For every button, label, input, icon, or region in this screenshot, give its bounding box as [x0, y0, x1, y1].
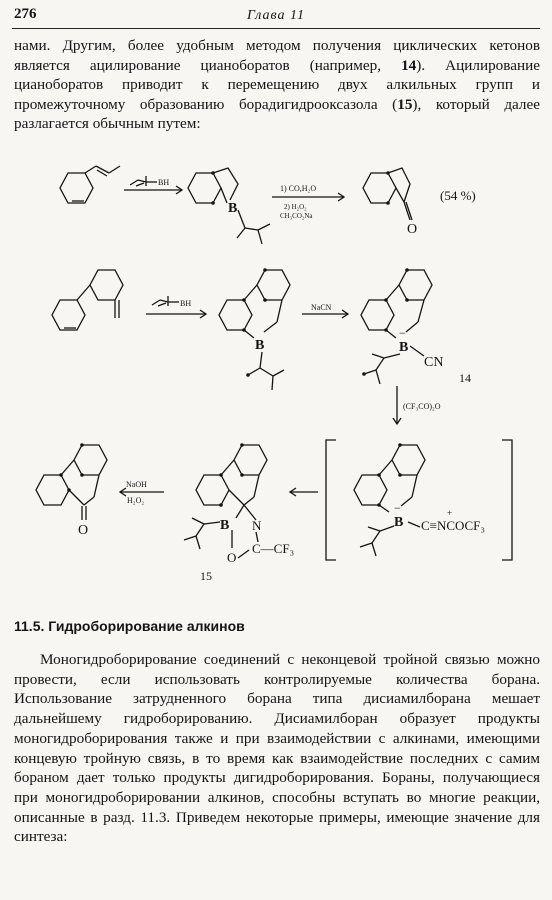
hexahydroindanone-structure — [363, 168, 412, 220]
nitrilium-intermediate-structure — [354, 445, 425, 556]
running-head: Глава 11 — [247, 8, 305, 23]
yield-label: (54 %) — [440, 188, 476, 203]
carbonylation-reagent-3: CH₃CO₂Na — [280, 212, 313, 220]
acylation-arrow — [393, 386, 401, 424]
reaction-scheme — [0, 150, 552, 600]
page-number: 276 — [14, 6, 37, 22]
boron-atom-label-4: B — [394, 515, 404, 530]
ketone-oxygen-label-2: O — [78, 523, 89, 538]
compound-number-14: 14 — [459, 371, 471, 385]
stereo-dots — [59, 171, 409, 507]
oxazaborole-oxygen-label: O — [227, 550, 237, 565]
thexylborane-reagent-2 — [146, 296, 206, 318]
thexylborane-label-1: BH — [158, 178, 170, 187]
hydrolysis-arrow — [120, 488, 164, 496]
thexylborane-reagent-1 — [124, 176, 182, 194]
borate-charge-intermediate: − — [394, 501, 401, 515]
intro-paragraph — [14, 36, 540, 134]
boron-atom-label-5: B — [220, 518, 230, 533]
naoh-reagent: NaOH — [126, 480, 147, 489]
ketone-oxygen-label-1: O — [407, 222, 418, 237]
boron-atom-label-3: B — [399, 340, 409, 355]
bracket-right — [502, 440, 512, 560]
oxazaborole-cf3-label: C—CF₃ — [252, 541, 295, 556]
compound-number-15: 15 — [200, 569, 212, 583]
carbonylation-arrow — [272, 193, 344, 201]
perhydroboraphenanthrene-structure — [219, 270, 290, 390]
boron-atom-label-1: B — [228, 201, 238, 216]
cyanide-label: CN — [424, 355, 444, 370]
compound-ref-14: 14 — [401, 56, 417, 74]
compound-ref-15: 15 — [397, 95, 413, 113]
intro-text-c: ), который далее разлагается обычным путем: — [14, 95, 540, 133]
body-paragraph: Моногидроборирование соединений с неконцевой тройной связью можно провести, если использовать контролируемые количества борана. Использование затрудненного борана типа дисиамилборана мешает дальнейшему гидроборированию. Дисиамилборан образует продукты моногидроборирования также и при взаимодействии с алкинами, имеющими концевую тройную связь, в то время как взаимодействие последних с самим бораном дает только продукты дигидроборирования. Бораны, получающиеся при моногидроборировании алкинов, способны вступать во многие реакции, описанные в разд. 11.3. Приведем некоторые примеры, имеющие значение для синтеза: — [14, 651, 540, 846]
bicyclohexenyl-structure — [52, 270, 123, 330]
nitrilium-charge: + — [447, 508, 453, 518]
intro-text-a: нами. Другим, более удобным методом получения циклических кетонов является ацилирование цианоборатов (например, — [14, 37, 540, 74]
page-header — [0, 0, 552, 30]
section-title: 11.5. Гидроборирование алкинов — [14, 618, 245, 634]
tfaa-reagent: (CF₃CO)₂O — [403, 402, 441, 411]
vinylcyclohexene-structure — [60, 166, 120, 203]
carbonylation-reagent-2: 2) H₂O₂ — [284, 203, 307, 211]
nacn-reagent: NaCN — [311, 303, 332, 312]
cyanoborate-14-structure — [361, 270, 432, 384]
header-rule — [12, 28, 540, 29]
perhydrophenanthrenone-structure — [36, 445, 107, 520]
hydrogen-peroxide-reagent: H₂O₂ — [127, 496, 145, 505]
boron-atom-label-2: B — [255, 338, 265, 353]
thexylborane-label-2: BH — [180, 299, 192, 308]
oxazaborole-nitrogen-label: N — [252, 518, 262, 533]
intro-text-b: ). Ацилирование цианоборатов приводит к перемещению двух алкильных групп и промежуточному образованию борадигидрооксазола ( — [14, 56, 540, 113]
carbonylation-reagent-1: 1) CO,H₂O — [280, 184, 317, 193]
nitrilium-label: C≡NCOCF₃ — [421, 518, 485, 533]
rearrangement-arrow — [290, 488, 318, 496]
bracket-left — [326, 440, 336, 560]
borate-charge-14: − — [399, 326, 406, 340]
